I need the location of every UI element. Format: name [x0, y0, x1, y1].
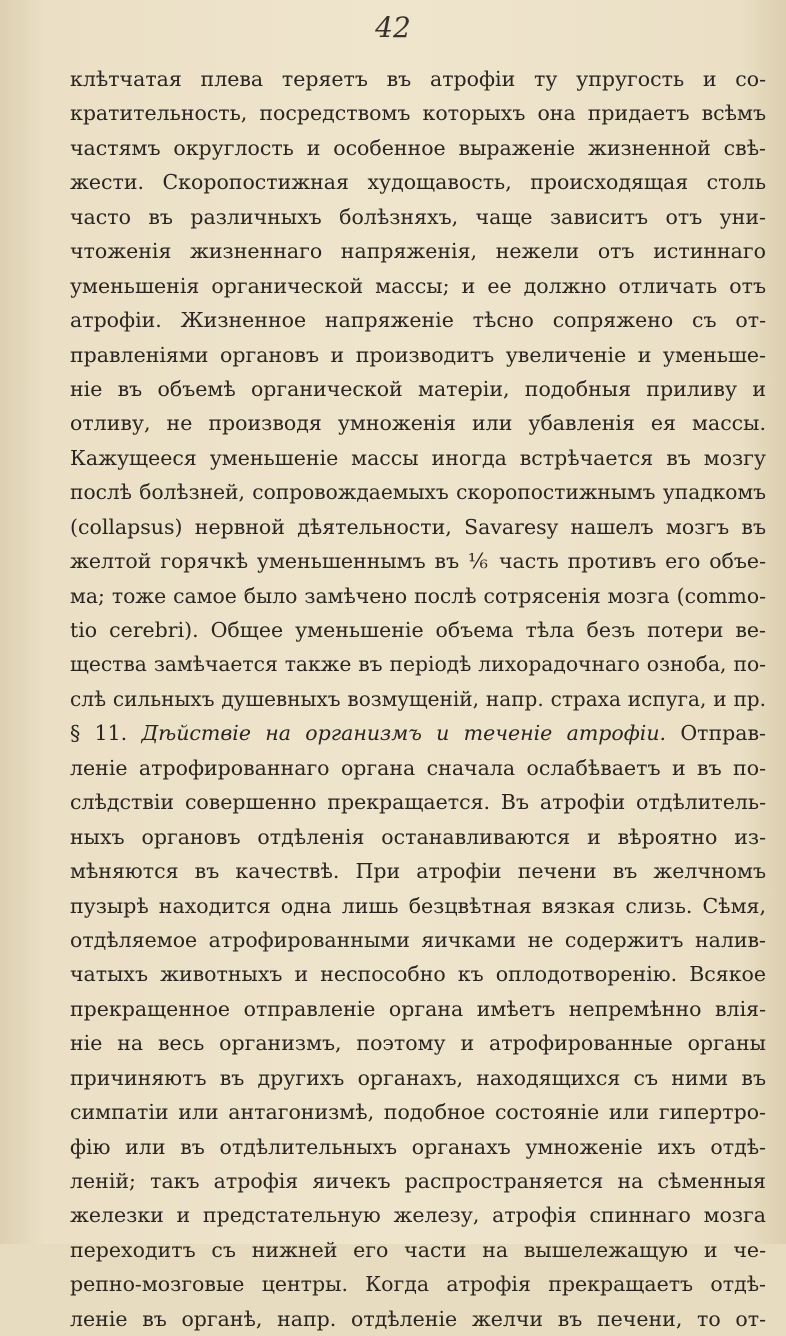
text-line: леніе въ органѣ, напр. отдѣленіе желчи въ печени, то от-: [70, 1306, 766, 1331]
text-line: жести. Скоропостижная худощавость, происходящая столь: [70, 170, 766, 195]
page-number: 42: [375, 11, 411, 44]
section-number: § 11.: [70, 721, 128, 746]
text-line: отдѣляемое атрофированными яичками не содержитъ налив-: [70, 927, 766, 952]
text-line: правленіями органовъ и производитъ увеличеніе и уменьше-: [70, 342, 766, 367]
text-line: переходитъ съ нижней его части на вышележащую и че-: [70, 1237, 766, 1262]
text-line: слѣдствіи совершенно прекращается. Въ атрофіи отдѣлитель-: [70, 790, 766, 815]
text-line: tio cerebri). Общее уменьшеніе объема тѣла безъ потери ве-: [70, 618, 766, 642]
text-line: желтой горячкѣ уменьшеннымъ въ ⅙ часть противъ его объе-: [70, 549, 766, 574]
text-line: Кажущееся уменьшеніе массы иногда встрѣчается въ мозгу: [70, 445, 766, 470]
text-line: ніе на весь организмъ, поэтому и атрофированные органы: [70, 1031, 766, 1056]
text-line: уменьшенія органической массы; и ее должно отличать отъ: [70, 273, 766, 298]
text-line: слѣ сильныхъ душевныхъ возмущеній, напр. страха испуга, и пр.: [70, 686, 766, 711]
text-line: щества замѣчается также въ періодѣ лихорадочнаго озноба, по-: [70, 652, 766, 677]
text-line: фію или въ отдѣлительныхъ органахъ умноженіе ихъ отдѣ-: [70, 1134, 766, 1159]
section-title: Дѣйствіе на организмъ и теченіе атрофіи.: [141, 721, 667, 746]
section-heading-line: [70, 716, 766, 750]
text-line: часто въ различныхъ болѣзняхъ, чаще зависитъ отъ уни-: [70, 204, 766, 229]
text-line: прекращенное отправленіе органа имѣетъ непремѣнно влія-: [70, 996, 766, 1021]
text-body: [70, 62, 766, 1336]
text-line: (collapsus) нервной дѣятельности, Savaresy нашелъ мозгъ въ: [70, 514, 766, 539]
text-line: атрофіи. Жизненное напряженіе тѣсно сопряжено съ от-: [70, 308, 766, 333]
text-line: ныхъ органовъ отдѣленія останавливаются и вѣроятно из-: [70, 824, 766, 849]
text-line: мѣняются въ качествѣ. При атрофіи печени въ желчномъ: [70, 859, 766, 884]
text-line: ма; тоже самое было замѣчено послѣ сотрясенія мозга (commo-: [70, 583, 766, 608]
text-line: послѣ болѣзней, сопровождаемыхъ скоропостижнымъ упадкомъ: [70, 480, 766, 505]
text-line: ніе въ объемѣ органической матеріи, подобныя приливу и: [70, 376, 766, 401]
text-line: симпатіи или антагонизмѣ, подобное состояніе или гипертро-: [70, 1100, 766, 1125]
text-line: пузырѣ находится одна лишь безцвѣтная вязкая слизь. Сѣмя,: [70, 893, 766, 918]
text-line: чатыхъ животныхъ и неспособно къ оплодотворенію. Всякое: [70, 962, 766, 987]
text-line: частямъ округлость и особенное выраженіе жизненной свѣ-: [70, 135, 766, 160]
text-line: чтоженія жизненнаго напряженія, нежели отъ истиннаго: [70, 239, 766, 264]
text-line: репно-мозговые центры. Когда атрофія прекращаетъ отдѣ-: [70, 1272, 766, 1297]
text-line: причиняютъ въ другихъ органахъ, находящихся съ ними въ: [70, 1065, 766, 1090]
text-line: клѣтчатая плева теряетъ въ атрофіи ту упругость и со-: [70, 67, 766, 91]
text-line: леніе атрофированнаго органа сначала ослабѣваетъ и въ по-: [70, 755, 766, 780]
text-line: отливу, не производя умноженія или убавленія ея массы.: [70, 411, 766, 436]
text-line: железки и предстательную железу, атрофія спиннаго мозга: [70, 1203, 766, 1228]
text-line: леній; такъ атрофія яичекъ распространяется на сѣменныя: [70, 1169, 766, 1193]
section-continuation: Отправ-: [680, 721, 766, 746]
text-line: кратительность, посредствомъ которыхъ она придаетъ всѣмъ: [70, 101, 766, 126]
